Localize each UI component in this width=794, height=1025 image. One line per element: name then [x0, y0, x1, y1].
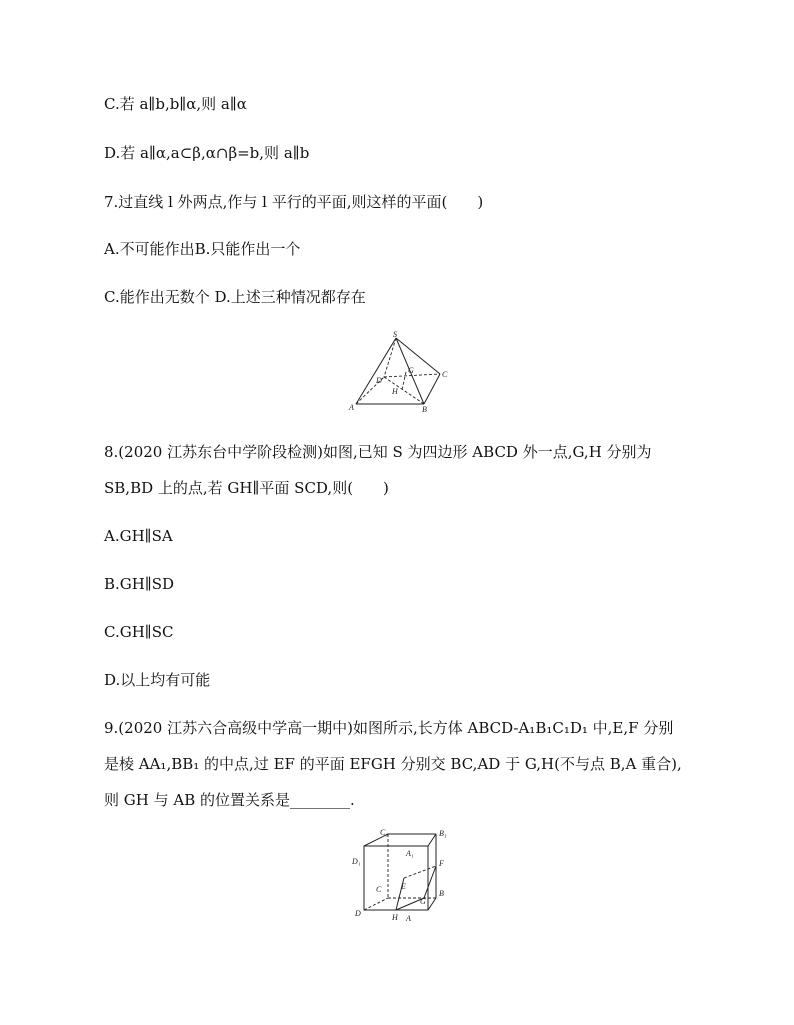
label-c: C	[442, 370, 448, 379]
label-h: H	[392, 387, 398, 396]
label-b: B	[439, 889, 444, 898]
options-ab-q7: A.不可能作出B.只能作出一个	[104, 240, 301, 258]
pyramid-figure	[344, 328, 456, 418]
label-c1: C₁	[380, 828, 389, 837]
label-d: D	[355, 909, 361, 918]
option-d-q6: D.若 a∥α,a⊂β,α∩β=b,则 a∥b	[104, 144, 310, 162]
label-h: H	[392, 913, 398, 922]
option-c-q6: C.若 a∥b,b∥α,则 a∥α	[104, 95, 247, 113]
label-b: B	[422, 405, 427, 414]
edge-a1b1	[428, 834, 436, 846]
label-d: D	[376, 376, 382, 385]
label-b1: B₁	[439, 829, 447, 838]
option-a-q8: A.GH∥SA	[104, 527, 173, 545]
label-e: E	[401, 882, 406, 891]
question-7: 7.过直线 l 外两点,作与 l 平行的平面,则这样的平面( )	[104, 193, 484, 211]
label-d1: D₁	[352, 857, 361, 866]
label-a: A	[406, 914, 411, 923]
edge-sd	[384, 338, 396, 377]
edge-dc	[364, 898, 388, 910]
cuboid-figure	[340, 826, 460, 926]
segment-gh	[402, 372, 406, 390]
question-9-line3: 则 GH 与 AB 的位置关系是________.	[104, 791, 355, 809]
label-a: A	[349, 403, 354, 412]
edge-sa	[356, 338, 396, 404]
options-cd-q7: C.能作出无数个 D.上述三种情况都存在	[104, 288, 366, 306]
option-b-q8: B.GH∥SD	[104, 575, 175, 593]
label-g: G	[420, 897, 426, 906]
edge-ab	[428, 898, 436, 910]
edge-sc	[396, 338, 440, 374]
label-c: C	[376, 885, 382, 894]
question-9-line2: 是棱 AA₁,BB₁ 的中点,过 EF 的平面 EFGH 分别交 BC,AD 于 G,H(不与点 B,A 重合),	[104, 755, 682, 773]
label-f: F	[439, 859, 444, 868]
question-8-line1: 8.(2020 江苏东台中学阶段检测)如图,已知 S 为四边形 ABCD 外一点,G,H 分别为	[104, 443, 652, 461]
segment-ef	[404, 866, 436, 878]
question-8-line2: SB,BD 上的点,若 GH∥平面 SCD,则( )	[104, 479, 389, 497]
label-a1: A₁	[406, 849, 414, 858]
question-9-line1: 9.(2020 江苏六合高级中学高一期中)如图所示,长方体 ABCD-A₁B₁C₁D₁ 中,E,F 分别	[104, 719, 674, 737]
edge-bc	[424, 374, 440, 404]
option-c-q8: C.GH∥SC	[104, 623, 174, 641]
segment-fg	[424, 866, 436, 898]
label-s: S	[393, 330, 397, 339]
option-d-q8: D.以上均有可能	[104, 671, 211, 689]
label-g: G	[408, 366, 414, 375]
